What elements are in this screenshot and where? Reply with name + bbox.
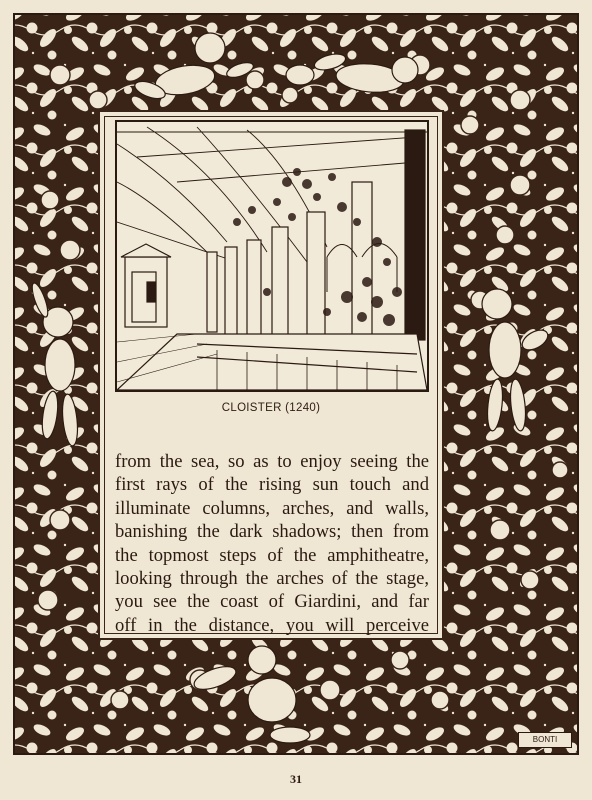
cloister-illustration xyxy=(115,120,429,392)
body-text xyxy=(115,450,429,637)
page-number: 31 xyxy=(290,772,302,786)
text-line: banishing the dark shadows; then from xyxy=(115,521,429,543)
illustration-caption: CLOISTER (1240) xyxy=(221,402,321,414)
text-line: from the sea, so as to enjoy seeing the xyxy=(115,451,429,472)
cloister-drawing xyxy=(117,122,427,390)
text-line: off in the distance, you will perceive xyxy=(115,614,429,636)
text-line: illuminate columns, arches, and walls, xyxy=(115,497,429,519)
text-line: first rays of the rising sun touch and xyxy=(115,474,429,496)
text-line: the topmost steps of the amphitheatre, xyxy=(115,544,429,566)
text-line: looking through the arches of the stage, xyxy=(115,567,429,589)
artist-signature: BONTI xyxy=(518,732,572,748)
text-line: you see the coast of Giardini, and far xyxy=(115,591,429,613)
